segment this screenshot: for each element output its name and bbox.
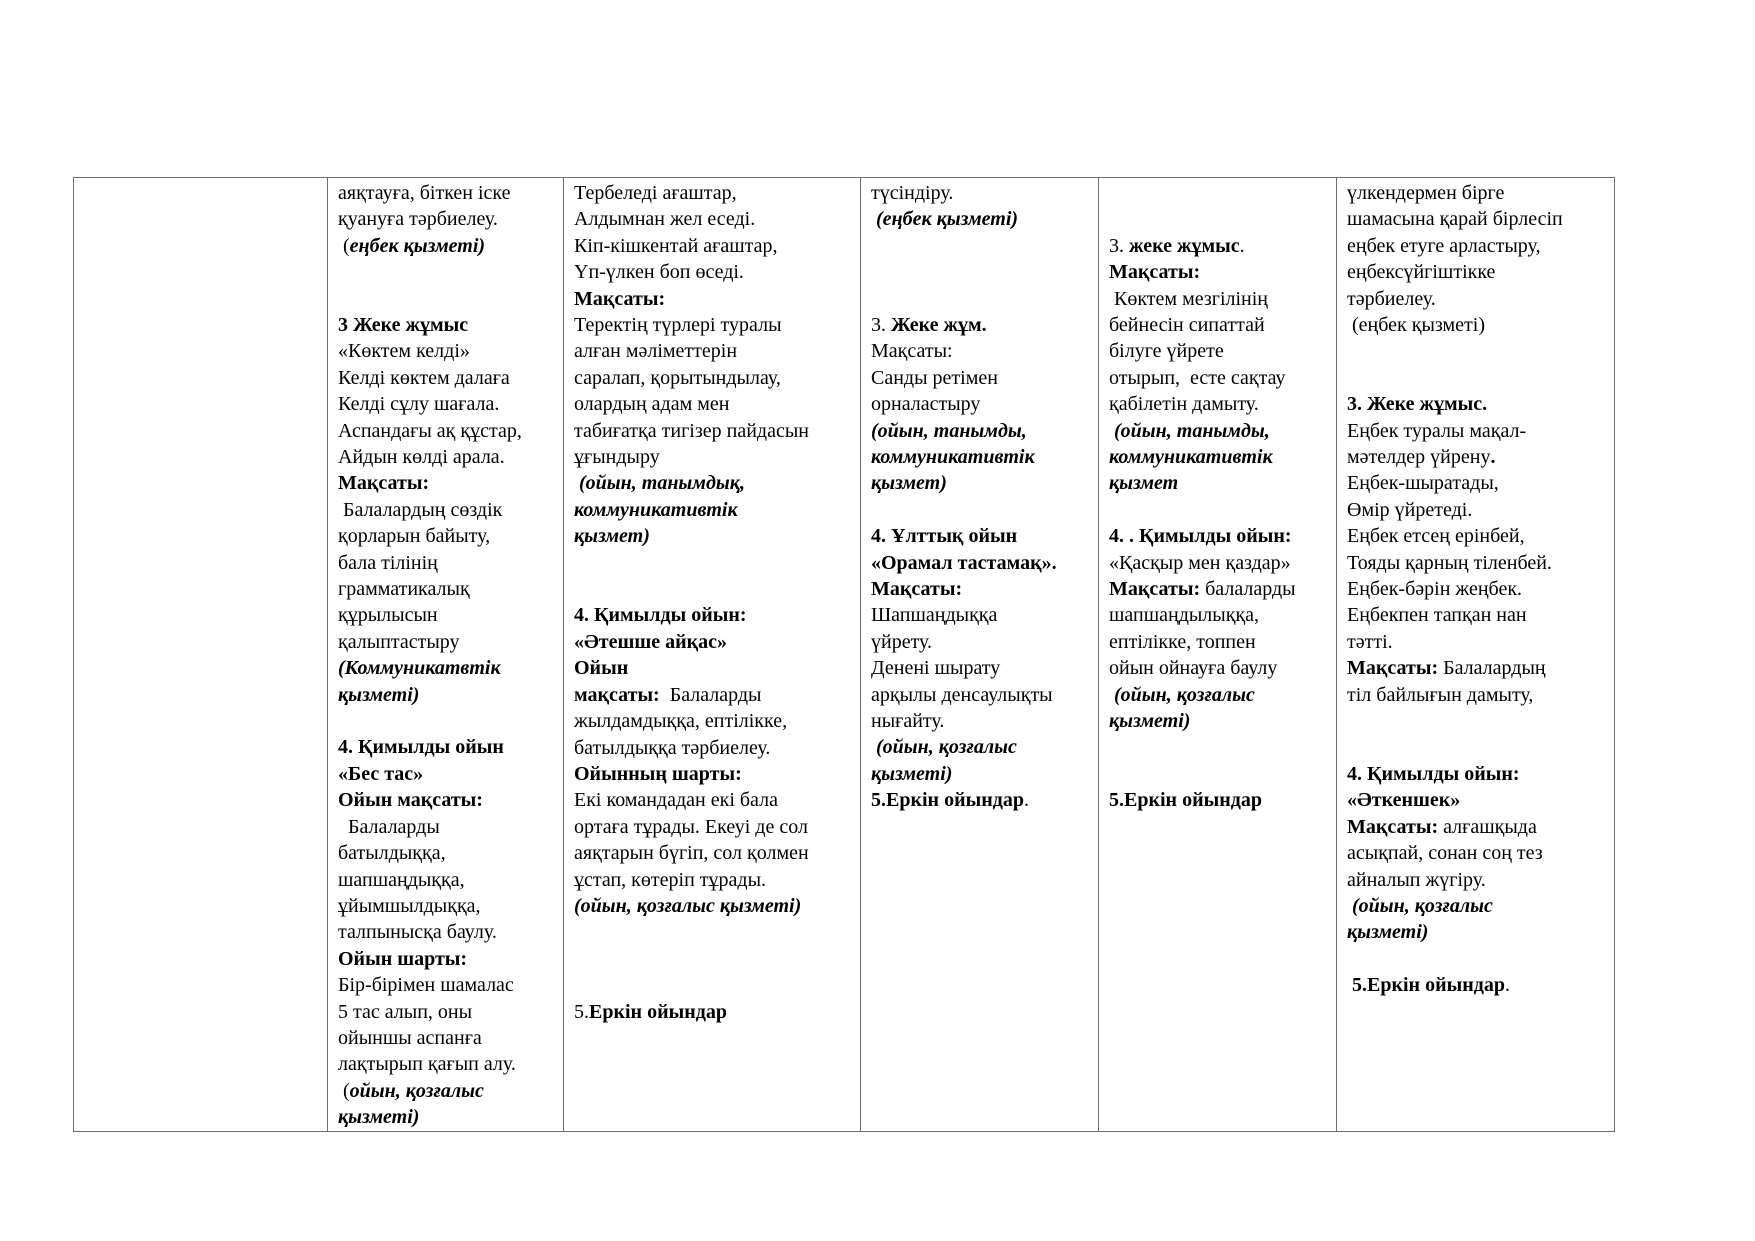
- text-line: үлкендермен бірге: [1347, 182, 1505, 204]
- text-line: [1109, 206, 1328, 232]
- text-line: [871, 312, 1090, 338]
- text-line: Аспандағы ақ құстар,: [338, 419, 522, 442]
- plan-table: [73, 177, 1615, 1132]
- text-line: Еңбек-шыратады,: [1347, 472, 1499, 495]
- text-line: [574, 682, 852, 708]
- text-line: Мақсаты:: [871, 340, 953, 363]
- text-run: (: [338, 234, 350, 257]
- text-line: Ойынның шарты:: [574, 762, 742, 785]
- text-line: [1347, 734, 1606, 760]
- text-line: 5 тас алып, оны: [338, 1000, 473, 1023]
- text-line: қызметі): [1347, 921, 1429, 944]
- text-line: «Әткеншек»: [1347, 789, 1461, 812]
- table-cell: [1337, 178, 1615, 1132]
- text-line: батылдыққа тәрбиелеу.: [574, 736, 771, 759]
- text-line: (ойын, қозғалыс: [1109, 683, 1255, 706]
- text-line: Ойын мақсаты:: [338, 789, 483, 812]
- text-line: [1347, 444, 1606, 470]
- text-line: Тояды қарның тіленбей.: [1347, 551, 1552, 574]
- text-line: қызмет): [871, 472, 947, 495]
- text-line: Санды ретімен: [871, 366, 998, 389]
- text-line: шамасына қарай бірлесіп: [1347, 208, 1563, 231]
- text-line: бала тілінің: [338, 551, 438, 574]
- text-run: .: [1504, 974, 1510, 997]
- text-line: ойын ойнауға баулу: [1109, 657, 1278, 680]
- text-line: қалыптастыру: [338, 630, 460, 653]
- text-line: Мақсаты:: [574, 287, 666, 310]
- table-cell: [564, 178, 861, 1132]
- text-line: құрылысын: [338, 604, 438, 627]
- text-run: .: [1490, 446, 1496, 469]
- text-line: грамматикалық: [338, 578, 470, 601]
- text-line: 4. Қимылды ойын: [338, 736, 504, 759]
- text-line: [574, 999, 852, 1025]
- text-run: 5.Еркін ойындар: [1347, 974, 1505, 997]
- text-line: нығайту.: [871, 710, 945, 733]
- text-line: коммуникативтік: [871, 446, 1035, 469]
- text-line: Ойын шарты:: [338, 947, 468, 970]
- text-line: ұйымшылдыққа,: [338, 894, 481, 917]
- text-line: лақтырып қағып алу.: [338, 1053, 516, 1076]
- text-run: Балаларды: [659, 683, 762, 706]
- text-line: тәтті.: [1347, 630, 1393, 653]
- text-line: (ойын, танымды,: [1109, 419, 1270, 442]
- text-line: «Әтешше айқас»: [574, 630, 728, 653]
- text-line: (ойын, танымдық,: [574, 472, 745, 495]
- text-line: (еңбек қызметі): [871, 208, 1019, 231]
- text-run: Мақсаты:: [1347, 815, 1439, 838]
- text-line: (ойын, қозғалыс: [871, 736, 1017, 759]
- text-line: қызмет: [1109, 472, 1179, 495]
- text-line: тіл байлығын дамыту,: [1347, 683, 1534, 706]
- text-line: [1347, 814, 1606, 840]
- text-line: ұстап, көтеріп тұрады.: [574, 868, 767, 891]
- text-line: «Бес тас»: [338, 762, 424, 785]
- text-line: 4. Қимылды ойын:: [1347, 762, 1520, 785]
- text-line: Еңбек-бәрін жеңбек.: [1347, 578, 1523, 601]
- text-line: [574, 550, 852, 576]
- text-run: .: [1023, 789, 1029, 812]
- text-line: саралап, қорытындылау,: [574, 366, 781, 389]
- text-line: [1109, 233, 1328, 259]
- text-line: [338, 233, 555, 259]
- text-line: Алдымнан жел еседі.: [574, 208, 756, 231]
- text-line: Теректің түрлері туралы: [574, 314, 782, 337]
- text-line: шапшаңдылыққа,: [1109, 604, 1260, 627]
- text-line: Кіп-кішкентай ағаштар,: [574, 234, 778, 257]
- text-line: [871, 233, 1090, 259]
- text-line: [574, 972, 852, 998]
- text-line: табиғатқа тигізер пайдасын: [574, 419, 809, 442]
- text-run: балаларды: [1200, 578, 1296, 601]
- text-line: Үп-үлкен боп өседі.: [574, 261, 744, 284]
- text-run: ойын, қозғалыс: [349, 1079, 484, 1102]
- text-line: ептілікке, топпен: [1109, 630, 1256, 653]
- text-line: тәрбиелеу.: [1347, 287, 1436, 310]
- text-line: қорларын байыту,: [338, 525, 491, 548]
- text-line: талпынысқа баулу.: [338, 921, 497, 944]
- text-line: ортаға тұрады. Екеуі де сол: [574, 815, 808, 838]
- text-line: [1347, 946, 1606, 972]
- text-run: Мақсаты:: [1109, 578, 1201, 601]
- text-line: 4. . Қимылды ойын:: [1109, 525, 1292, 548]
- text-run: алғашқыда: [1438, 815, 1537, 838]
- text-line: олардың адам мен: [574, 393, 730, 416]
- text-line: [338, 1078, 555, 1104]
- text-line: «Көктем келді»: [338, 340, 470, 363]
- text-line: қызметі): [871, 762, 953, 785]
- text-line: «Орамал тастамақ».: [871, 551, 1057, 574]
- text-run: 3.: [871, 313, 891, 336]
- table-row: [74, 178, 1615, 1132]
- text-line: білуге үйрете: [1109, 340, 1224, 363]
- text-line: Мақсаты:: [338, 472, 430, 495]
- text-line: ойыншы аспанға: [338, 1026, 482, 1049]
- text-line: [338, 259, 555, 285]
- text-line: аяқтарын бүгіп, сол қолмен: [574, 842, 809, 865]
- text-line: отырып, есте сақтау: [1109, 366, 1286, 389]
- table-cell: [328, 178, 564, 1132]
- text-line: Мақсаты:: [871, 578, 963, 601]
- text-line: (ойын, қозғалыс қызметі): [574, 894, 802, 917]
- text-line: 4. Қимылды ойын:: [574, 604, 747, 627]
- text-line: Екі командадан екі бала: [574, 789, 778, 812]
- text-line: [1109, 761, 1328, 787]
- text-line: (еңбек қызметі): [1347, 314, 1486, 337]
- text-line: Денені шырату: [871, 657, 1001, 680]
- text-line: [1347, 708, 1606, 734]
- table-cell: [1099, 178, 1337, 1132]
- text-line: [871, 286, 1090, 312]
- text-line: [1109, 576, 1328, 602]
- text-line: 3 Жеке жұмыс: [338, 314, 469, 336]
- text-run: 5.: [574, 1000, 589, 1023]
- text-line: қызметі): [338, 1106, 420, 1129]
- text-line: еңбек етуге арластыру,: [1347, 234, 1541, 257]
- text-line: 5.Еркін ойындар: [1109, 789, 1262, 812]
- text-line: Балалардың сөздік: [338, 498, 503, 521]
- text-line: [1109, 497, 1328, 523]
- text-line: Ойын: [574, 657, 629, 680]
- text-line: Еңбек туралы мақал-: [1347, 419, 1527, 442]
- table-cell: [861, 178, 1099, 1132]
- text-run: Балалардың: [1438, 657, 1546, 680]
- text-line: 3. Жеке жұмыс.: [1347, 393, 1488, 416]
- text-line: [1347, 365, 1606, 391]
- text-line: шапшаңдыққа,: [338, 868, 465, 891]
- text-line: батылдыққа,: [338, 842, 446, 865]
- text-run: жеке жұмыс: [1129, 234, 1240, 257]
- text-run: 5.Еркін ойындар: [871, 789, 1024, 812]
- text-line: айналып жүгіру.: [1347, 868, 1486, 891]
- text-line: жылдамдыққа, ептілікке,: [574, 710, 788, 733]
- text-run: еңбек қызметі): [349, 234, 486, 257]
- text-line: бейнесін сипаттай: [1109, 314, 1265, 336]
- text-line: ұғындыру: [574, 446, 660, 469]
- text-line: алған мәліметтерін: [574, 340, 738, 363]
- text-line: Шапшаңдыққа: [871, 604, 998, 627]
- text-run: Жеке жұм.: [891, 313, 987, 336]
- text-line: Бір-бірімен шамалас: [338, 974, 514, 997]
- text-line: Балаларды: [338, 815, 440, 838]
- text-line: коммуникативтік: [1109, 446, 1273, 469]
- text-line: [338, 708, 555, 734]
- text-line: [871, 259, 1090, 285]
- text-line: [1109, 734, 1328, 760]
- text-line: [574, 576, 852, 602]
- text-line: Еңбек етсең ерінбей,: [1347, 525, 1525, 548]
- text-line: Көктем мезгілінің: [1109, 287, 1269, 310]
- text-run: мақсаты:: [574, 683, 660, 706]
- text-line: [1347, 972, 1606, 998]
- text-run: Мақсаты:: [1347, 657, 1439, 680]
- text-line: [871, 787, 1090, 813]
- text-run: (: [338, 1079, 350, 1102]
- text-line: асықпай, сонан соң тез: [1347, 842, 1543, 865]
- text-line: еңбексүйгіштікке: [1347, 261, 1496, 284]
- text-line: [1347, 655, 1606, 681]
- text-run: 3.: [1109, 234, 1129, 257]
- text-line: «Қасқыр мен қаздар»: [1109, 551, 1291, 574]
- text-line: [574, 919, 852, 945]
- text-line: үйрету.: [871, 630, 933, 653]
- text-line: Келді сұлу шағала.: [338, 393, 500, 416]
- text-line: (Коммуникатвтік: [338, 657, 501, 680]
- text-line: Тербеледі ағаштар,: [574, 182, 737, 204]
- text-line: Өмір үйретеді.: [1347, 498, 1473, 521]
- text-run: .: [1239, 234, 1245, 257]
- text-line: Айдын көлді арала.: [338, 446, 505, 469]
- text-line: [338, 286, 555, 312]
- text-line: [574, 946, 852, 972]
- text-line: 4. Ұлттық ойын: [871, 525, 1018, 548]
- text-line: [1347, 338, 1606, 364]
- text-line: арқылы денсаулықты: [871, 683, 1053, 706]
- text-line: коммуникативтік: [574, 498, 738, 521]
- text-line: қызмет): [574, 525, 650, 548]
- text-line: [871, 497, 1090, 523]
- text-line: қуануға тәрбиелеу.: [338, 208, 498, 231]
- text-run: Еркін ойындар: [589, 1000, 727, 1023]
- text-line: [1109, 180, 1328, 206]
- text-line: орналастыру: [871, 393, 981, 416]
- text-line: Келді көктем далаға: [338, 366, 510, 389]
- text-line: қызметі): [1109, 710, 1191, 733]
- text-line: (ойын, қозғалыс: [1347, 894, 1493, 917]
- text-line: аяқтауға, біткен іске: [338, 182, 511, 204]
- text-line: Мақсаты:: [1109, 261, 1201, 284]
- text-run: мәтелдер үйрену: [1347, 446, 1491, 469]
- text-line: қабілетін дамыту.: [1109, 393, 1259, 416]
- text-line: қызметі): [338, 683, 420, 706]
- text-line: түсіндіру.: [871, 182, 954, 204]
- table-cell: [74, 178, 328, 1132]
- text-line: (ойын, танымды,: [871, 419, 1027, 442]
- text-line: Еңбекпен тапқан нан: [1347, 604, 1527, 627]
